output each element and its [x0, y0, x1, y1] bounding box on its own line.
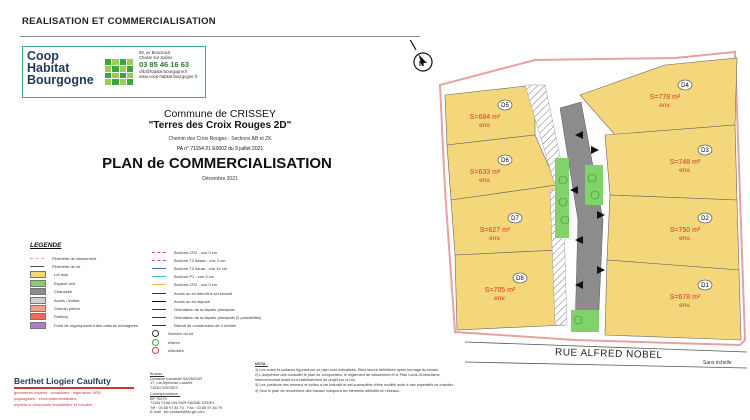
legend-swatch — [152, 325, 166, 326]
legend-item — [152, 330, 261, 338]
logo-web: www.coop-habitat-bourgogne.fr — [139, 74, 198, 79]
legend-label: Périmètre du lot — [52, 264, 81, 270]
legend-swatch — [30, 280, 46, 287]
logo-phone: 03 85 46 16 63 — [139, 60, 190, 69]
contact-line: BP 70079 — [150, 396, 167, 401]
legend-label: Espace vert — [54, 280, 76, 286]
legend-swatch — [152, 284, 166, 285]
legend-item — [30, 271, 138, 279]
legend-swatch — [30, 322, 46, 329]
logo-contact — [139, 50, 205, 79]
legend-label: Bordure CR2 - vue 0 cm — [174, 249, 218, 255]
nota-line: 2) L'acquéreur doit consulter le plan de composition, le règlement de lotissement et le Plan Local d'Urbanisme intercommunal avant tout établissement de projet sur un lot. — [255, 373, 440, 382]
legend-label: Parking — [54, 314, 68, 320]
legend-swatch — [152, 309, 166, 310]
legend-item — [152, 322, 261, 330]
office-line: Domaine Industriel SAONGOR — [150, 376, 203, 381]
legend-item — [152, 281, 261, 289]
legend-label: Arbustes — [168, 347, 184, 353]
legend-item — [30, 288, 138, 296]
nota-line: 3) Les positions des réseaux et boîtes à lire indicatif et est susceptible d'être modifié suite à des impératifs de chantier. — [255, 383, 454, 387]
legend-item — [152, 289, 261, 297]
legend-label: Bordure T2 basse - vue 2 cm — [174, 257, 226, 263]
lot-area-unit: env. — [679, 167, 691, 174]
firm-office — [150, 372, 250, 415]
legend-label: Chemin piéton — [54, 306, 80, 312]
legend-swatch — [152, 260, 166, 261]
lot-area: S=684 m² — [469, 114, 501, 121]
project-heading — [100, 108, 340, 132]
legend-label: Point de regroupement des ordures ménagères — [54, 322, 139, 328]
logo-address-1: 69, av Boucicaut — [139, 50, 170, 55]
legend-item — [30, 262, 138, 270]
north-arrow-icon — [400, 40, 435, 74]
legend-label: Orientation de la façade principale — [174, 306, 235, 312]
legend-item — [30, 304, 138, 312]
contact-title: Correspondance : — [150, 392, 181, 396]
lot-area: S=778 m² — [649, 94, 681, 101]
plan-date: Décembre 2021 — [202, 176, 238, 182]
legend-item — [152, 248, 261, 256]
legend-item — [152, 264, 261, 272]
lot-area: S=633 m² — [469, 169, 501, 176]
contact-line: E-mail : blc.contact@blc-ge.com — [150, 410, 205, 414]
legend-label: Bordure CR2 - vue 0 cm — [174, 282, 218, 288]
legend-item — [152, 297, 261, 305]
project-location: Chemin des Croix Rouges - Sections AB et ZK — [168, 136, 272, 142]
site-plan-map — [385, 40, 747, 370]
lot-area: S=627 m² — [479, 227, 511, 234]
legend-item — [152, 256, 261, 264]
lot-area: S=750 m² — [669, 227, 701, 234]
street-label: RUE ALFRED NOBEL — [554, 347, 663, 361]
lot-id: D6 — [501, 158, 509, 164]
logo-line-2: Habitat — [27, 61, 70, 75]
legend-item — [30, 279, 138, 287]
legend-swatch — [152, 347, 159, 354]
office-line: 71530 CRISSEY — [150, 385, 179, 390]
legend-label: Chaussée — [54, 289, 73, 295]
lot-area-unit: env. — [494, 295, 506, 302]
nota-line: 4) Seul le plan de récolement des travaux indiquera les éléments définitifs en réseaux. — [255, 388, 400, 393]
commune-name: Commune de CRISSEY — [163, 108, 277, 120]
logo-name — [27, 50, 94, 86]
firm-logo — [14, 376, 134, 407]
lot-id: D5 — [501, 103, 509, 109]
legend-swatch — [152, 293, 166, 294]
logo-line-1: Coop — [27, 49, 59, 63]
plan-title: PLAN de COMMERCIALISATION — [102, 155, 332, 172]
legend-swatch — [30, 266, 44, 267]
lot-id: D3 — [701, 148, 709, 154]
coop-habitat-logo — [22, 46, 206, 98]
legend-title: LEGENDE — [30, 242, 62, 249]
legend-item — [152, 273, 261, 281]
header-divider — [20, 36, 420, 37]
project-name: "Terres des Croix Rouges 2D" — [148, 120, 292, 131]
legend-label: Bordure T2 haute - vue 14 cm — [174, 265, 228, 271]
lot-area: S=748 m² — [669, 159, 701, 166]
lot-area-unit: env. — [659, 102, 671, 109]
legend-label: Retrait de construction de 4 mètres — [174, 323, 237, 329]
legend-label: Numéro du lot — [168, 331, 194, 337]
office-title: Bureau : — [150, 372, 165, 376]
legend-swatch — [152, 276, 166, 277]
firm-tagline-3: experts en économie immobilière et foncière — [14, 402, 93, 407]
legend-item — [152, 338, 261, 346]
lot-area-unit: env. — [479, 122, 491, 129]
legend-swatch — [152, 330, 159, 337]
contact-line: Tél : 03 85 97 84 70 - Fax : 03 85 97 84 79 — [150, 405, 222, 410]
legend-swatch — [30, 313, 46, 320]
scale-note: Sans échelle — [703, 360, 732, 366]
contact-line: 71104 CHALON SUR SAONE CEDEX — [150, 401, 215, 405]
legend-swatch — [152, 268, 166, 269]
legend-item — [152, 314, 261, 322]
legend-right-column — [152, 248, 261, 354]
legend-label: Accès / trottoir — [54, 297, 80, 303]
firm-tagline-2: paysagistes · environnementalistes — [14, 396, 77, 401]
legend-swatch — [152, 317, 166, 318]
north-label: N — [419, 61, 425, 68]
legend-swatch — [30, 258, 44, 259]
legend-swatch — [152, 301, 166, 302]
office-line: 17, rue Alphonse Laurent — [150, 381, 193, 385]
legend-item — [152, 346, 261, 354]
nota-line: 1) Les cotes et surfaces figurant sur ce plan sont indicatives. Elles seront définitives après bornage du terrain. — [255, 367, 440, 372]
legend-label: Accès au lot imposé — [174, 298, 210, 304]
legend-swatch — [30, 297, 46, 304]
lot-id: D4 — [681, 83, 689, 89]
logo-email: chb@habitat-bourgogne.fr — [139, 69, 188, 74]
lot-area: S=705 m² — [484, 287, 516, 294]
legend-item — [30, 296, 138, 304]
lot-id: D1 — [701, 283, 709, 289]
legend-swatch — [152, 252, 166, 253]
legend-label: Lot Ilots — [54, 272, 69, 278]
page-header-title: REALISATION ET COMMERCIALISATION — [22, 16, 216, 27]
legend-label: Arbres — [168, 339, 180, 345]
lot-area-unit: env. — [489, 235, 501, 242]
legend-item — [30, 321, 138, 329]
legend-label: Périmètre du lotissement — [52, 255, 97, 261]
legend-item — [152, 305, 261, 313]
lot-id: D2 — [701, 216, 709, 222]
legend-swatch — [30, 271, 46, 278]
legend-item — [30, 313, 138, 321]
legend-swatch — [30, 305, 46, 312]
lot-id: D8 — [516, 276, 524, 282]
legend-swatch — [152, 339, 159, 346]
nota-box — [255, 362, 465, 414]
permit-number: PA n° 71154 21 E0002 du 9 juillet 2021 — [176, 146, 264, 152]
legend-swatch — [30, 288, 46, 295]
firm-tagline-1: géomètres-experts · urbanistes · ingénieurs VRD — [14, 390, 101, 395]
legend-label: Bordure P1 - vue 0 cm — [174, 274, 215, 280]
legend-item — [30, 254, 138, 262]
logo-grid-icon — [105, 59, 133, 85]
firm-name: Berthet Liogier Caulfuty — [14, 376, 134, 389]
legend-label: Accès au lot interdit à cet endroit — [174, 290, 233, 296]
nota-title: NOTA : — [255, 362, 268, 366]
lot-area-unit: env. — [679, 235, 691, 242]
legend-left-column — [30, 254, 138, 330]
legend-label: Orientation de la façade principale (2 possibilités) — [174, 315, 262, 321]
lot-area-unit: env. — [479, 177, 491, 184]
lot-id: D7 — [511, 216, 519, 222]
logo-address-2: Chalon sur Saône — [139, 55, 173, 60]
logo-line-3: Bourgogne — [27, 73, 94, 87]
lot-area: S=678 m² — [669, 294, 701, 301]
lot-area-unit: env. — [679, 302, 691, 309]
